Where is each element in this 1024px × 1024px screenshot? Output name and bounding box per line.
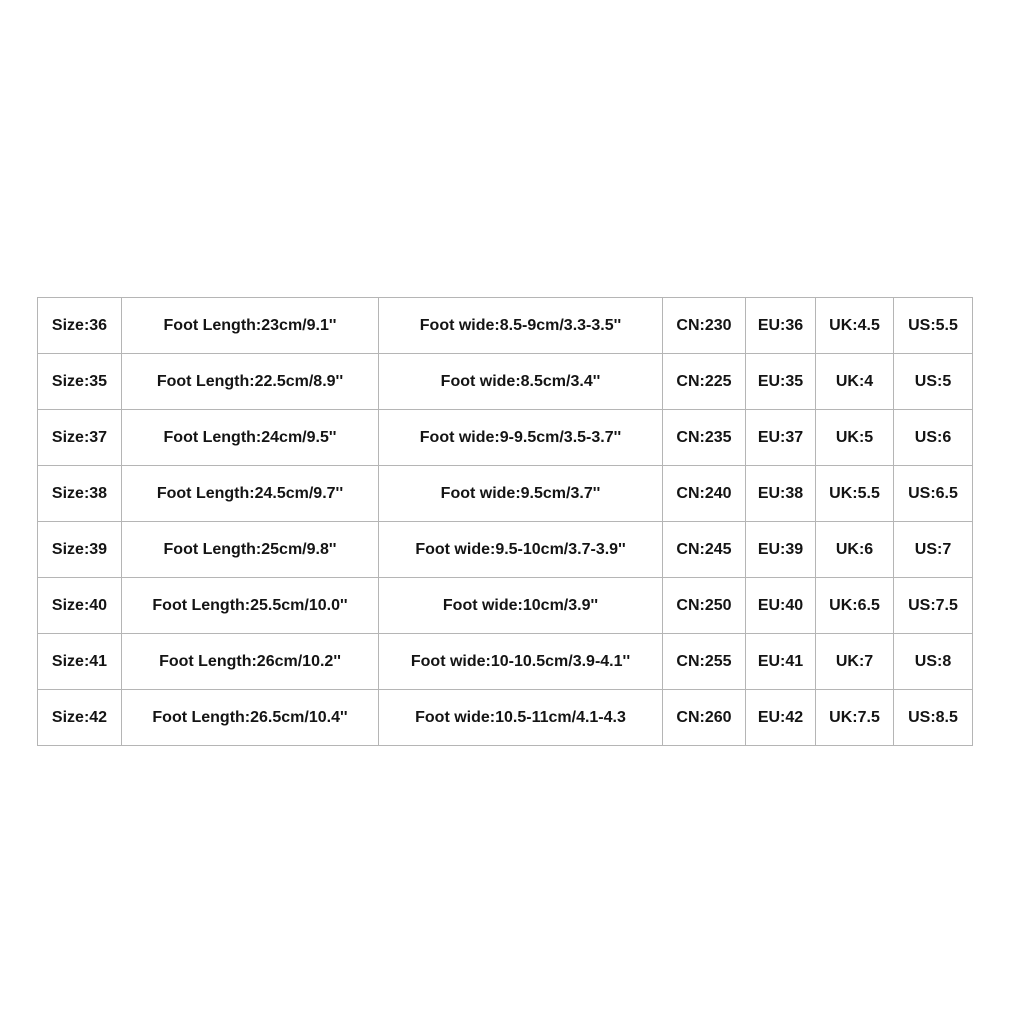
table-row bbox=[38, 634, 973, 690]
foot-width-cell: Foot wide:9.5cm/3.7'' bbox=[379, 466, 663, 522]
eu-size-cell: EU:40 bbox=[746, 578, 816, 634]
foot-width-cell: Foot wide:10cm/3.9'' bbox=[379, 578, 663, 634]
size-cell: Size:41 bbox=[38, 634, 122, 690]
table-row bbox=[38, 522, 973, 578]
uk-size-cell: UK:4 bbox=[816, 354, 894, 410]
table-row bbox=[38, 578, 973, 634]
uk-size-cell: UK:7 bbox=[816, 634, 894, 690]
cn-size-cell: CN:250 bbox=[663, 578, 746, 634]
size-cell: Size:42 bbox=[38, 690, 122, 746]
eu-size-cell: EU:35 bbox=[746, 354, 816, 410]
size-cell: Size:37 bbox=[38, 410, 122, 466]
foot-length-cell: Foot Length:25.5cm/10.0'' bbox=[122, 578, 379, 634]
uk-size-cell: UK:5 bbox=[816, 410, 894, 466]
foot-length-cell: Foot Length:26.5cm/10.4'' bbox=[122, 690, 379, 746]
us-size-cell: US:7 bbox=[894, 522, 973, 578]
eu-size-cell: EU:38 bbox=[746, 466, 816, 522]
us-size-cell: US:5.5 bbox=[894, 298, 973, 354]
foot-width-cell: Foot wide:9-9.5cm/3.5-3.7'' bbox=[379, 410, 663, 466]
size-cell: Size:38 bbox=[38, 466, 122, 522]
size-cell: Size:39 bbox=[38, 522, 122, 578]
uk-size-cell: UK:4.5 bbox=[816, 298, 894, 354]
us-size-cell: US:7.5 bbox=[894, 578, 973, 634]
eu-size-cell: EU:39 bbox=[746, 522, 816, 578]
cn-size-cell: CN:260 bbox=[663, 690, 746, 746]
eu-size-cell: EU:41 bbox=[746, 634, 816, 690]
foot-width-cell: Foot wide:8.5cm/3.4'' bbox=[379, 354, 663, 410]
size-chart-table bbox=[37, 297, 973, 746]
eu-size-cell: EU:37 bbox=[746, 410, 816, 466]
size-chart-body bbox=[38, 298, 973, 746]
size-cell: Size:40 bbox=[38, 578, 122, 634]
foot-length-cell: Foot Length:26cm/10.2'' bbox=[122, 634, 379, 690]
uk-size-cell: UK:5.5 bbox=[816, 466, 894, 522]
foot-length-cell: Foot Length:24.5cm/9.7'' bbox=[122, 466, 379, 522]
size-cell: Size:35 bbox=[38, 354, 122, 410]
us-size-cell: US:5 bbox=[894, 354, 973, 410]
eu-size-cell: EU:42 bbox=[746, 690, 816, 746]
foot-length-cell: Foot Length:22.5cm/8.9'' bbox=[122, 354, 379, 410]
table-row bbox=[38, 466, 973, 522]
foot-width-cell: Foot wide:8.5-9cm/3.3-3.5'' bbox=[379, 298, 663, 354]
table-row bbox=[38, 354, 973, 410]
cn-size-cell: CN:240 bbox=[663, 466, 746, 522]
cn-size-cell: CN:225 bbox=[663, 354, 746, 410]
table-row bbox=[38, 410, 973, 466]
foot-width-cell: Foot wide:9.5-10cm/3.7-3.9'' bbox=[379, 522, 663, 578]
us-size-cell: US:6.5 bbox=[894, 466, 973, 522]
foot-length-cell: Foot Length:24cm/9.5'' bbox=[122, 410, 379, 466]
uk-size-cell: UK:6 bbox=[816, 522, 894, 578]
foot-width-cell: Foot wide:10.5-11cm/4.1-4.3 bbox=[379, 690, 663, 746]
cn-size-cell: CN:230 bbox=[663, 298, 746, 354]
cn-size-cell: CN:235 bbox=[663, 410, 746, 466]
foot-length-cell: Foot Length:25cm/9.8'' bbox=[122, 522, 379, 578]
table-row bbox=[38, 298, 973, 354]
uk-size-cell: UK:6.5 bbox=[816, 578, 894, 634]
foot-length-cell: Foot Length:23cm/9.1'' bbox=[122, 298, 379, 354]
cn-size-cell: CN:255 bbox=[663, 634, 746, 690]
table-row bbox=[38, 690, 973, 746]
cn-size-cell: CN:245 bbox=[663, 522, 746, 578]
us-size-cell: US:8.5 bbox=[894, 690, 973, 746]
size-cell: Size:36 bbox=[38, 298, 122, 354]
eu-size-cell: EU:36 bbox=[746, 298, 816, 354]
us-size-cell: US:6 bbox=[894, 410, 973, 466]
uk-size-cell: UK:7.5 bbox=[816, 690, 894, 746]
us-size-cell: US:8 bbox=[894, 634, 973, 690]
foot-width-cell: Foot wide:10-10.5cm/3.9-4.1'' bbox=[379, 634, 663, 690]
